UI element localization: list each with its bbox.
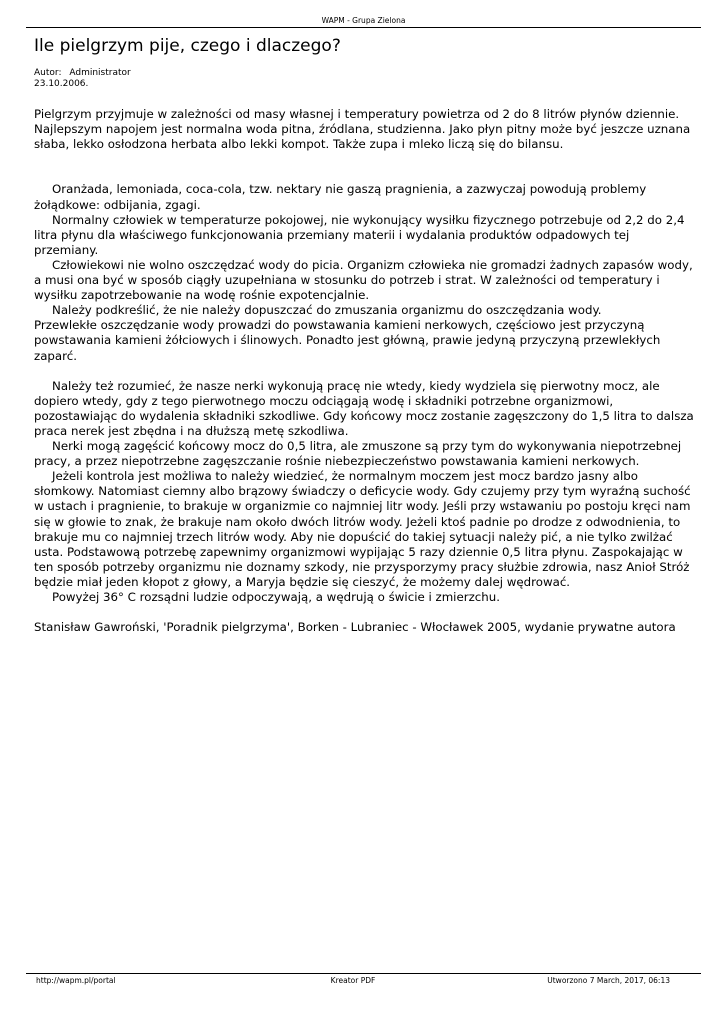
paragraph-spacer	[34, 605, 694, 620]
header-divider	[26, 27, 701, 28]
footer-generator: Kreator PDF	[330, 976, 376, 985]
paragraph-kidney-stones: Przewlekłe oszczędzanie wody prowadzi do powstawania kamieni nerkowych, częściowo jest przyczyną powstawania kamieni żółciowych i ślinowych. Ponadto jest główną, prawie jedyną przyczyną przewlekłych zaparć.	[34, 318, 661, 363]
paragraph-intro: Pielgrzym przyjmuje w zależności od masy własnej i temperatury powietrza od 2 do 8 litrów płynów dziennie. Najlepszym napojem jest normalna woda pitna, źródlana, studzienna. Jako płyn pitny może być jeszcze uznana słaba, lekko osłodzona herbata albo lekki kompot. Także zupa i mleko liczą się do bilansu.	[34, 107, 691, 152]
footer-url: http://wapm.pl/portal	[36, 976, 116, 985]
paragraph-soft-drinks: Oranżada, lemoniada, coca-cola, tzw. nektary nie gaszą pragnienia, a zazwyczaj powodują problemy żołądkowe: odbijania, zgagi.	[34, 182, 647, 212]
author-name: Administrator	[69, 68, 131, 78]
header-site-name: WAPM - Grupa Zielona	[321, 16, 406, 25]
footer-created-date: Utworzono 7 March, 2017, 06:13	[547, 976, 670, 985]
paragraph-spacer	[34, 364, 694, 379]
article-body	[34, 107, 694, 635]
article-date: 23.10.2006.	[34, 79, 89, 89]
paragraph-emphasis: Należy podkreślić, że nie należy dopuszczać do zmuszania organizmu do oszczędzania wody.	[52, 303, 602, 318]
paragraph-heat-rest: Powyżej 36° C rozsądni ludzie odpoczywają, a wędrują o świcie i zmierzchu.	[52, 590, 500, 604]
paragraph-spacer	[34, 152, 694, 182]
article-title: Ile pielgrzym pije, czego i dlaczego?	[34, 36, 341, 56]
paragraph-dehydration-signs: Jeżeli kontrola jest możliwa to należy wiedzieć, że normalnym moczem jest mocz bardzo jasny albo słomkowy. Natomiast ciemny albo brązowy świadczy o deficycie wody. Gdy czujemy przy tym wyraźną suchość w ustach i pragnienie, to brakuje w organizmie co najmniej litr wody. Jeśli przy wstawaniu po postoju kręci nam się w głowie to znak, że brakuje nam około dwóch litrów wody. Jeżeli ktoś padnie po drodze z odwodnienia, to brakuje mu co najmniej trzech litrów wody. Aby nie dopuścić do takiej sytuacji należy pić, a nie tylko zwilżać usta. Podstawową potrzebę zapewnimy organizmowi wypijając 5 razy dziennie 0,5 litra płynu. Zaspokajając w ten sposób potrzeby organizmu nie doznamy szkody, nie przysporzymy pracy służbie zdrowia, nasz Anioł Stróż będzie miał jeden kłopot z głowy, a Maryja będzie się cieszyć, że możemy dalej wędrować.	[34, 469, 691, 589]
article-meta	[34, 68, 131, 90]
paragraph-kidney-concentration: Nerki mogą zagęścić końcowy mocz do 0,5 litra, ale zmuszone są przy tym do wykonywania niepotrzebnej pracy, a przez niepotrzebne zagęszczanie rośnie niebezpieczeństwo powstawania kamieni nerkowych.	[34, 439, 682, 469]
author-line	[34, 68, 131, 79]
paragraph-source: Stanisław Gawroński, 'Poradnik pielgrzyma', Borken - Lubraniec - Włocławek 2005, wydanie prywatne autora	[34, 620, 676, 635]
paragraph-kidney-work: Należy też rozumieć, że nasze nerki wykonują pracę nie wtedy, kiedy wydziela się pierwotny mocz, ale dopiero wtedy, gdy z tego pierwotnego moczu odciągają wodę i składniki potrzebne organizmowi, pozostawiając do wydalenia składniki szkodliwe. Gdy końcowy mocz zostanie zagęszczony do 1,5 litra to dalsza praca nerek jest zbędna i na dłuższą metę szkodliwa.	[34, 378, 694, 438]
footer-divider	[26, 973, 701, 974]
paragraph-daily-need: Normalny człowiek w temperaturze pokojowej, nie wykonujący wysiłku fizycznego potrzebuje od 2,2 do 2,4 litra płynu dla właściwego funkcjonowania przemiany materii i wydalania produktów odpadowych tej przemiany.	[34, 212, 685, 257]
paragraph-no-saving: Człowiekowi nie wolno oszczędzać wody do picia. Organizm człowieka nie gromadzi żadnych zapasów wody, a musi ona być w sposób ciągły uzupełniana w stosunku do potrzeb i strat. W zależności od temperatury i wysiłku zapotrzebowanie na wodę rośnie expotencjalnie.	[34, 257, 693, 303]
author-label: Autor:	[34, 68, 62, 78]
